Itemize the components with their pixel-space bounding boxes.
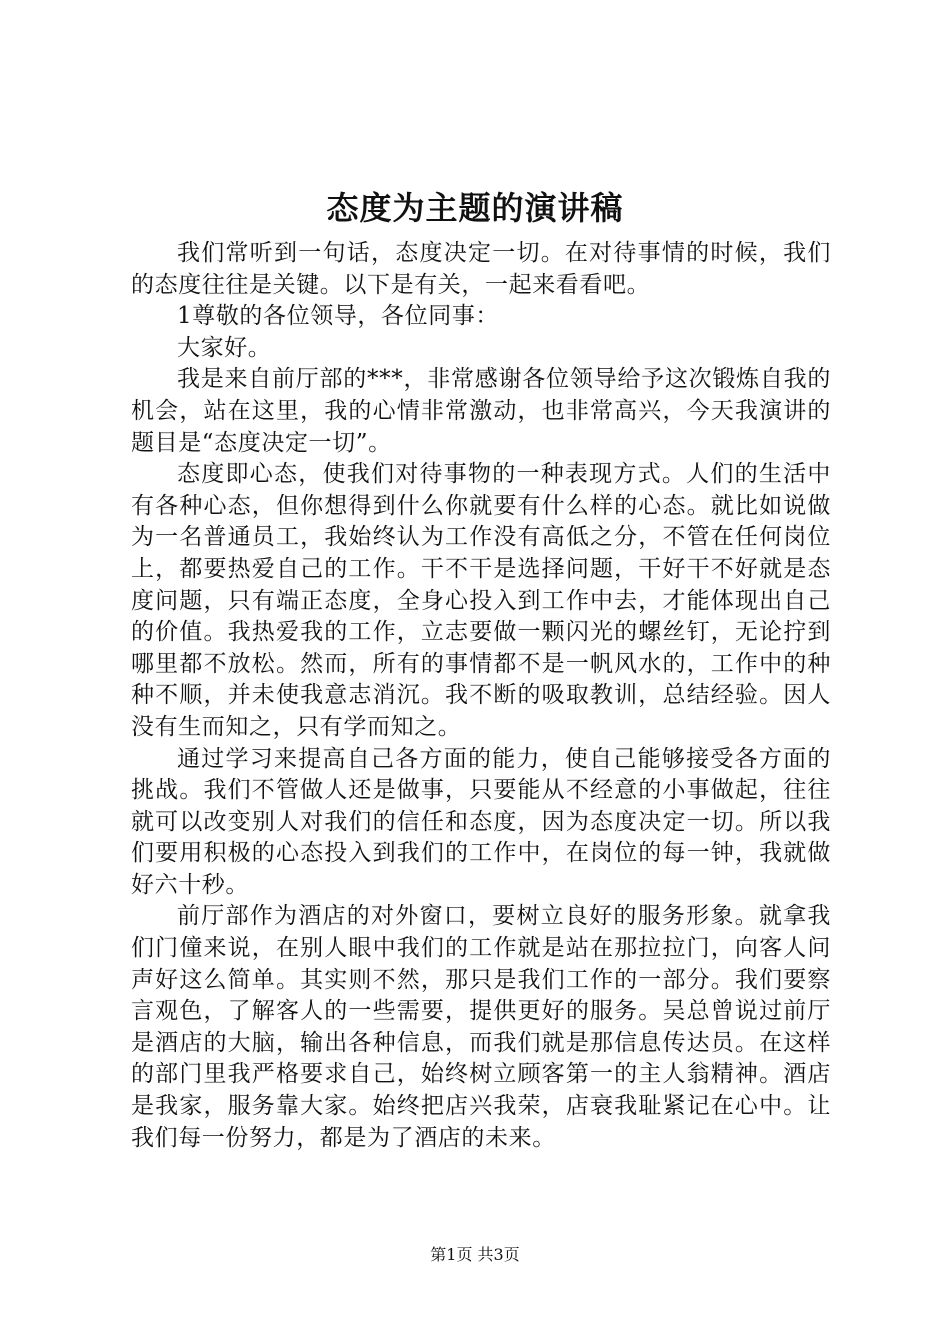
page-footer: 第1页 共3页 <box>430 1245 520 1264</box>
paragraph-self-introduction: 我是来自前厅部的***，非常感谢各位领导给予这次锻炼自我的机会，站在这里，我的心情非常激动，也非常高兴，今天我演讲的题目是“态度决定一切”。 <box>131 366 831 456</box>
paragraph-learning: 通过学习来提高自己各方面的能力，使自己能够接受各方面的挑战。我们不管做人还是做事，只要能从不经意的小事做起，往往就可以改变别人对我们的信任和态度，因为态度决定一切。所以我们要用积极的心态投入到我们的工作中，在岗位的每一钟，我就做好六十秒。 <box>131 745 831 898</box>
page-title: 态度为主题的演讲稿 <box>326 189 624 227</box>
paragraph-attitude-mindset: 态度即心态，使我们对待事物的一种表现方式。人们的生活中有各种心态，但你想得到什么你就要有什么样的心态。就比如说做为一名普通员工，我始终认为工作没有高低之分，不管在任何岗位上，都要热爱自己的工作。干不干是选择问题，干好干不好就是态度问题，只有端正态度，全身心投入到工作中去，才能体现出自己的价值。我热爱我的工作，立志要做一颗闪光的螺丝钉，无论拧到哪里都不放松。然而，所有的事情都不是一帆风水的，工作中的种种不顺，并未使我意志消沉。我不断的吸取教训，总结经验。因人没有生而知之，只有学而知之。 <box>131 461 831 740</box>
document-body <box>131 238 831 1154</box>
paragraph-intro: 我们常听到一句话，态度决定一切。在对待事情的时候，我们的态度往往是关键。以下是有关，一起来看看吧。 <box>131 240 831 298</box>
paragraph-front-office: 前厅部作为酒店的对外窗口，要树立良好的服务形象。就拿我们门僮来说，在别人眼中我们的工作就是站在那拉拉门，向客人问声好这么简单。其实则不然，那只是我们工作的一部分。我们要察言观色，了解客人的一些需要，提供更好的服务。吴总曾说过前厅是酒店的大脑，输出各种信息，而我们就是那信息传达员。在这样的部门里我严格要求自己，始终树立顾客第一的主人翁精神。酒店是我家，服务靠大家。始终把店兴我荣，店衰我耻紧记在心中。让我们每一份努力，都是为了酒店的未来。 <box>131 903 831 1151</box>
paragraph-salutation: 1尊敬的各位领导，各位同事： <box>177 303 500 330</box>
paragraph-greeting: 大家好。 <box>177 334 272 361</box>
